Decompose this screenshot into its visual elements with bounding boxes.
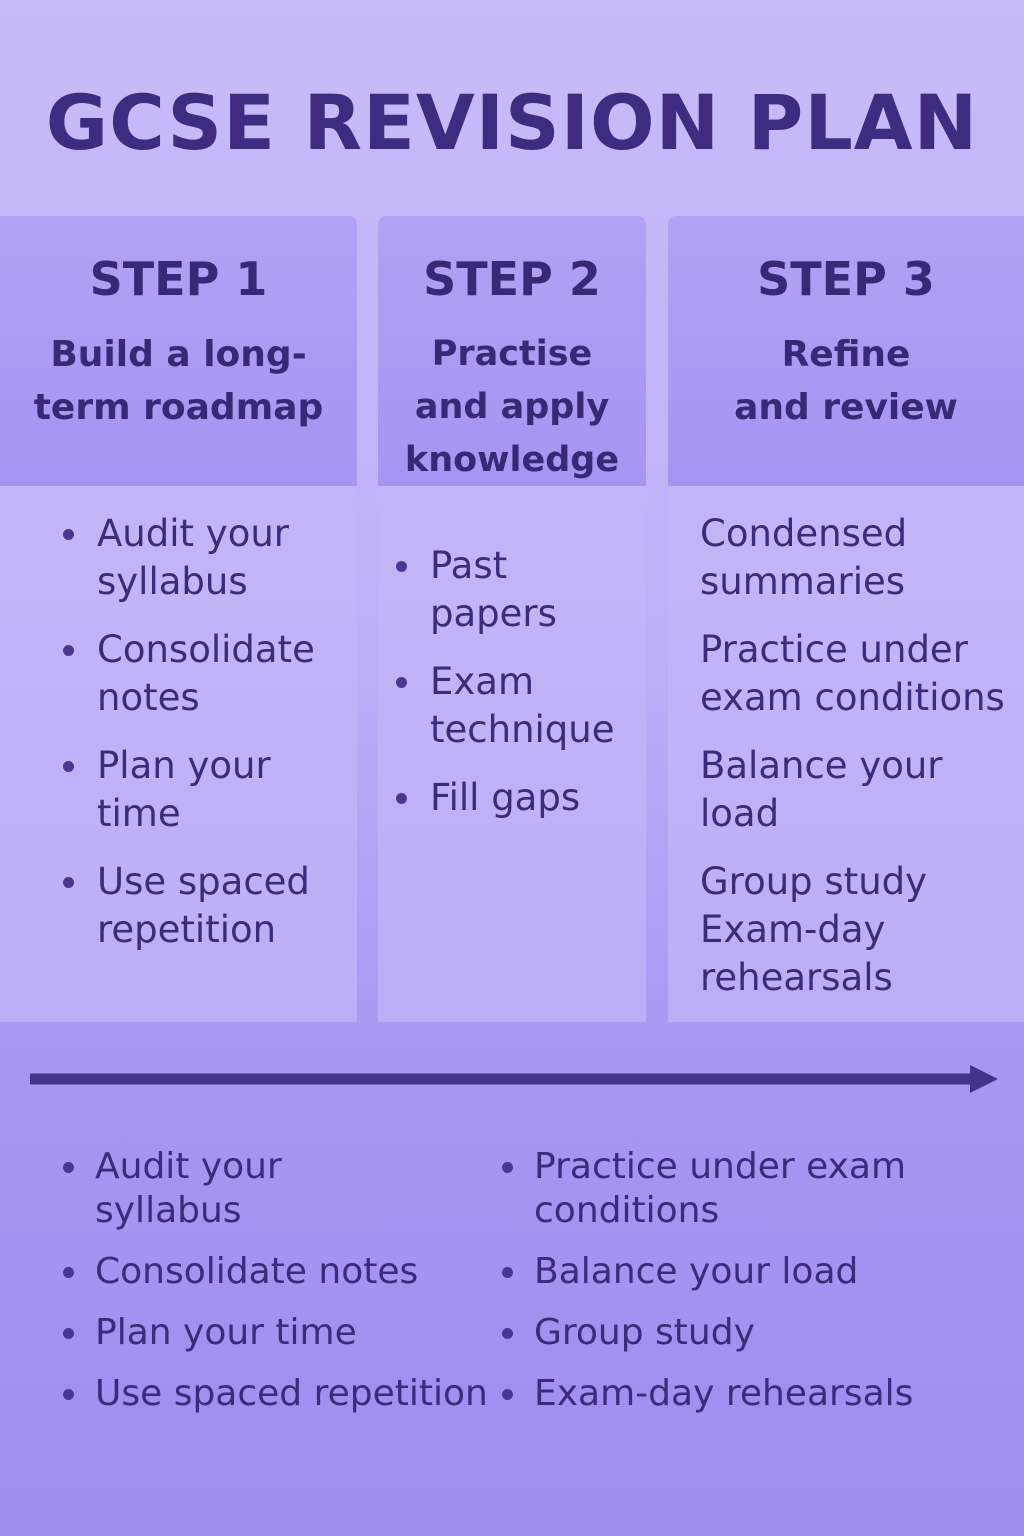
summary-left-list <box>95 1145 495 1416</box>
step-3-label: STEP 3 <box>757 252 935 306</box>
list-item: Fill gaps <box>430 774 646 822</box>
step-1-label: STEP 1 <box>89 252 268 306</box>
step-1-column <box>0 216 357 1022</box>
step-1-subtitle: Build a long- term roadmap <box>33 334 324 428</box>
list-item: Exam-day rehearsals <box>534 1372 994 1416</box>
step-2-subtitle: Practise and apply knowledge <box>404 334 620 480</box>
list-item: Exam technique <box>430 658 646 754</box>
list-item: Plan your time <box>95 1311 495 1355</box>
bullet-icon <box>396 677 407 688</box>
list-item: Use spaced repetition <box>95 1372 495 1416</box>
list-item: Audit your syllabus <box>95 1145 495 1233</box>
step-2-header <box>378 216 646 486</box>
bullet-icon <box>396 561 407 572</box>
bullet-icon <box>502 1162 513 1173</box>
list-item: Consolidate notes <box>97 626 357 722</box>
step-2-column <box>378 216 646 1022</box>
step-3-column <box>668 216 1024 1022</box>
summary-right <box>534 1145 994 1433</box>
page-title: GCSE REVISION PLAN <box>45 78 979 167</box>
step-3-list <box>668 510 1024 1002</box>
list-item: Group study <box>534 1311 994 1355</box>
list-item: Condensed summaries <box>700 512 908 603</box>
step-2-body <box>378 486 646 822</box>
summary-left <box>95 1145 495 1433</box>
step-1-list <box>0 510 357 954</box>
bullet-icon <box>502 1328 513 1339</box>
list-item: Practice under exam conditions <box>534 1145 994 1233</box>
step-3-header <box>668 216 1024 486</box>
step-3-subtitle: Refine and review <box>734 334 958 428</box>
list-item: Plan your time <box>97 742 357 838</box>
list-item: Exam-day rehearsals <box>700 908 893 999</box>
step-2-label: STEP 2 <box>423 252 601 306</box>
list-item: Audit your syllabus <box>97 510 357 606</box>
list-item: Practice under exam conditions <box>700 628 1005 719</box>
step-2-list <box>378 542 646 822</box>
bullet-icon <box>502 1267 513 1278</box>
bullet-icon <box>63 645 74 656</box>
summary-right-list <box>534 1145 994 1416</box>
list-item: Balance your load <box>700 744 943 835</box>
bullet-icon <box>502 1389 513 1400</box>
list-item: Balance your load <box>534 1250 994 1294</box>
step-3-body <box>668 486 1024 1002</box>
bullet-icon <box>63 529 74 540</box>
list-item: Consolidate notes <box>95 1250 495 1294</box>
bullet-icon <box>63 761 74 772</box>
bullet-icon <box>63 877 74 888</box>
bullet-icon <box>63 1328 74 1339</box>
bullet-icon <box>63 1389 74 1400</box>
list-item: Past papers <box>430 542 646 638</box>
bullet-icon <box>396 793 407 804</box>
list-item: Group study <box>700 860 928 903</box>
step-1-header <box>0 216 357 486</box>
bullet-icon <box>63 1267 74 1278</box>
bullet-icon <box>63 1162 74 1173</box>
list-item: Use spaced repetition <box>97 858 357 954</box>
step-1-body <box>0 486 357 954</box>
timeline-arrow-icon <box>30 1064 1000 1094</box>
